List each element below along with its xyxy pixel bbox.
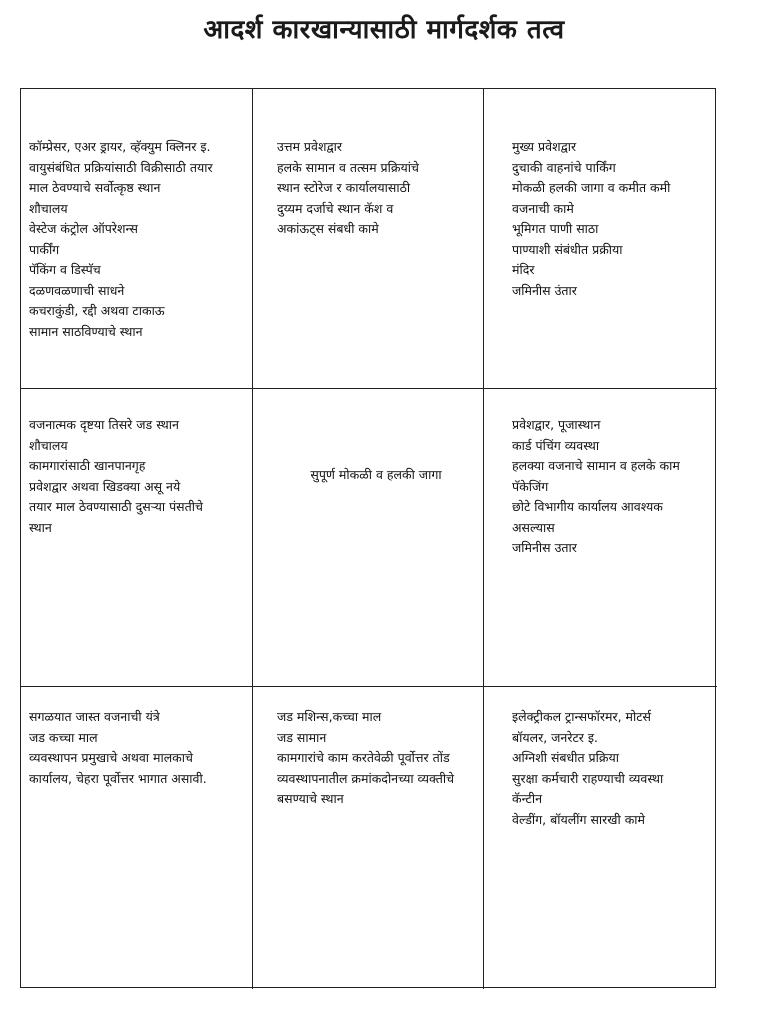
- cell-text-line: छोटे विभागीय कार्यालय आवश्यक: [512, 499, 663, 514]
- cell-text-line: मंदिर: [512, 262, 535, 277]
- cell-south-east: [484, 687, 717, 989]
- cell-text-line: अकांऊट्स संबधी कामे: [277, 221, 379, 236]
- page-title: आदर्श कारखान्यासाठी मार्गदर्शक तत्व: [203, 15, 565, 45]
- cell-text-line: पाण्याशी संबंधीत प्रक्रीया: [512, 241, 623, 257]
- cell-text-line: व्यवस्थापनातील क्रमांकदोनच्या व्यक्तीचे: [277, 770, 455, 786]
- cell-text-line: दळणवळणाची साधने: [29, 282, 125, 298]
- cell-north-east: [484, 89, 717, 389]
- cell-text-line: पॅकेजिंग: [512, 478, 549, 494]
- cell-text-line: मुख्य प्रवेशद्वार: [512, 139, 577, 154]
- cell-text-line: वायुसंबंधित प्रक्रियांसाठी विक्रीसाठी तयार: [29, 159, 213, 175]
- cell-text-line: शौचालय: [29, 200, 68, 216]
- cell-text-line: जड सामान: [277, 729, 327, 745]
- cell-text-line: बसण्याचे स्थान: [277, 791, 344, 806]
- cell-text-line: वजनात्मक दृष्टया तिसरे जड स्थान: [29, 417, 179, 432]
- cell-text-line: वेल्डींग, बॉयलींग सारखी कामे: [512, 811, 646, 827]
- cell-text-line: सामान साठविण्याचे स्थान: [29, 323, 143, 339]
- cell-text-line: हलके सामान व तत्सम प्रक्रियांचे: [277, 159, 419, 175]
- cell-north: [253, 89, 484, 389]
- cell-south-west: [21, 687, 253, 989]
- cell-text-line: कार्यालय, चेहरा पूर्वोत्तर भागात असावी.: [29, 770, 207, 786]
- cell-text-line: पॅकिंग व डिस्पॅच: [29, 262, 101, 277]
- cell-text-line: बॉयलर, जनरेटर इ.: [512, 729, 598, 745]
- cell-text-line: पार्कींग: [29, 241, 60, 257]
- cell-text-line: वजनाची कामे: [512, 200, 574, 216]
- cell-text-line: मोकळी हलकी जागा व कमीत कमी: [512, 180, 671, 195]
- cell-text-line: जड कच्चा माल: [29, 729, 98, 745]
- cell-text-line: दुचाकी वाहनांचे पार्किंग: [512, 159, 616, 175]
- cell-north-west: [21, 89, 253, 389]
- cell-text-line: स्थान: [29, 519, 52, 535]
- cell-text-line: माल ठेवण्याचे सर्वोत्कृष्ठ स्थान: [29, 180, 161, 195]
- cell-text-line: जड मशिन्स,कच्चा माल: [277, 709, 382, 724]
- cell-text-line: तयार माल ठेवण्यासाठी दुसऱ्या पंसतीचे: [29, 499, 203, 514]
- cell-text-line: कार्ड पंचिंग व्यवस्था: [512, 437, 600, 453]
- cell-text-line: कचराकुंडी, रद्दी अथवा टाकाऊ: [29, 303, 165, 318]
- cell-text-line: व्यवस्थापन प्रमुखाचे अथवा मालकाचे: [29, 750, 193, 765]
- cell-text-line: भूमिगत पाणी साठा: [512, 221, 599, 236]
- cell-center: [253, 389, 484, 687]
- cell-south: [253, 687, 484, 989]
- cell-text-line: अग्निशी संबधीत प्रक्रिया: [512, 750, 619, 765]
- cell-text-line: इलेक्ट्रीकल ट्रान्सफॉरमर, मोटर्स: [512, 709, 652, 724]
- cell-text-line: दुय्यम दर्जाचे स्थान कॅश व: [277, 200, 394, 216]
- cell-text-line: वेस्टेज कंट्रोल ऑपरेशन्स: [29, 221, 138, 236]
- cell-text-line: सुपूर्ण मोकळी व हलकी जागा: [310, 467, 442, 482]
- cell-text-line: कामगारांचे काम करतेवेळी पूर्वोत्तर तोंड: [277, 750, 450, 765]
- cell-east: [484, 389, 717, 687]
- cell-text-line: सगळयात जास्त वजनाची यंत्रे: [29, 709, 160, 724]
- cell-text-line: हलक्या वजनाचे सामान व हलके काम: [512, 458, 680, 473]
- cell-text-line: कामगारांसाठी खानपानगृह: [29, 458, 146, 473]
- cell-text-line: उत्तम प्रवेशद्वार: [277, 139, 343, 154]
- cell-text-line: जमिनीस उंतार: [512, 282, 577, 298]
- cell-text-line: कॉम्प्रेसर, एअर ड्रायर, व्हॅक्युम क्लिनर इ.: [29, 139, 211, 154]
- cell-text-line: शौचालय: [29, 437, 68, 453]
- cell-text-line: असल्यास: [512, 519, 555, 535]
- cell-text-line: प्रवेशद्वार, पूजास्थान: [512, 417, 601, 432]
- cell-text-line: कॅन्टीन: [512, 791, 543, 806]
- guideline-grid: [20, 88, 716, 988]
- cell-text-line: प्रवेशद्वार अथवा खिडक्या असू नये: [29, 478, 181, 494]
- cell-text-line: सुरक्षा कर्मचारी राहण्याची व्यवस्था: [512, 770, 664, 786]
- cell-text-line: स्थान स्टोरेज र कार्यालयासाठी: [277, 180, 411, 195]
- cell-text-line: जमिनीस उतार: [512, 540, 577, 555]
- cell-west: [21, 389, 253, 687]
